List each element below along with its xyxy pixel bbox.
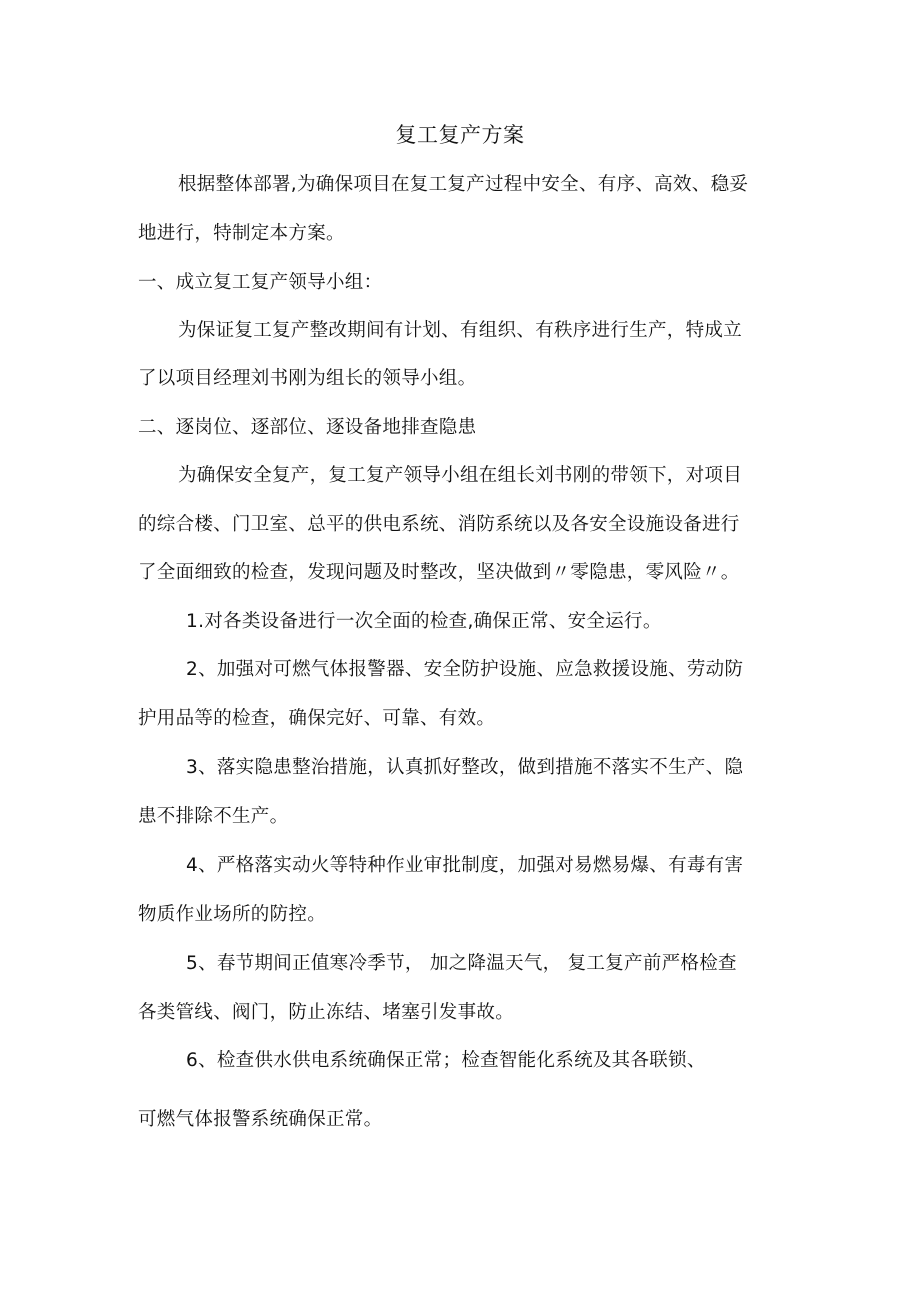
paragraph-line: 了全面细致的检查，发现问题及时整改，坚决做到〃零隐患，零风险〃。 xyxy=(138,562,740,583)
list-item-line: 1.对各类设备进行一次全面的检查,确保正常、安全运行。 xyxy=(186,611,662,632)
list-item-line: 3、落实隐患整治措施，认真抓好整改，做到措施不落实不生产、隐 xyxy=(186,757,744,778)
paragraph-line: 地进行，特制定本方案。 xyxy=(138,223,345,244)
paragraph-line: 为保证复工复产整改期间有计划、有组织、有秩序进行生产，特成立 xyxy=(178,320,743,341)
list-item-line: 2、加强对可燃气体报警器、安全防护设施、应急救援设施、劳动防 xyxy=(186,659,744,680)
list-item-line: 患不排除不生产。 xyxy=(138,806,289,827)
list-item-line: 4、严格落实动火等特种作业审批制度，加强对易燃易爆、有毒有害 xyxy=(186,855,744,876)
list-item-line: 可燃气体报警系统确保正常。 xyxy=(138,1109,383,1130)
section-heading: 二、逐岗位、逐部位、逐设备地排查隐患 xyxy=(138,417,477,438)
list-item-line: 各类管线、阀门，防止冻结、堵塞引发事故。 xyxy=(138,1002,515,1023)
paragraph-line: 的综合楼、门卫室、总平的供电系统、消防系统以及各安全设施设备进行 xyxy=(138,514,740,535)
paragraph-line: 根据整体部署,为确保项目在复工复产过程中安全、有序、高效、稳妥 xyxy=(178,174,749,195)
list-item-line: 5、春节期间正值寒冷季节， 加之降温天气， 复工复产前严格检查 xyxy=(186,953,737,974)
paragraph-line: 为确保安全复产，复工复产领导小组在组长刘书刚的带领下，对项目 xyxy=(178,465,743,486)
list-item-line: 护用品等的检查，确保完好、可靠、有效。 xyxy=(138,708,496,729)
list-item-line: 6、检查供水供电系统确保正常；检查智能化系统及其各联锁、 xyxy=(186,1050,706,1071)
list-item-line: 物质作业场所的防控。 xyxy=(138,904,327,925)
section-heading: 一、成立复工复产领导小组： xyxy=(138,272,383,293)
document-title: 复工复产方案 xyxy=(395,123,525,147)
paragraph-line: 了以项目经理刘书刚为组长的领导小组。 xyxy=(138,368,477,389)
